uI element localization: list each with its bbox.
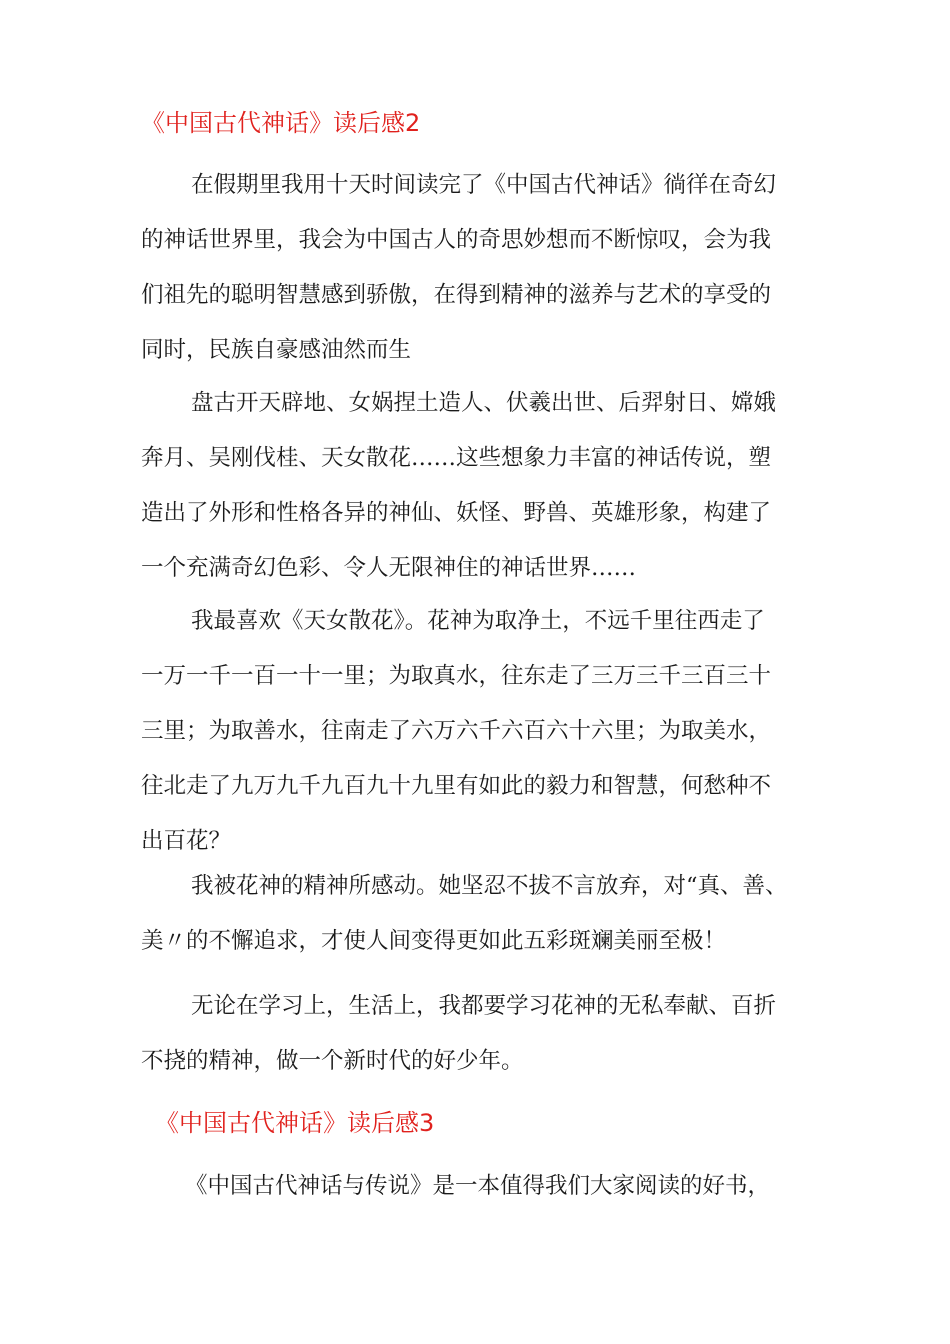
paragraph-line: 不挠的精神，做一个新时代的好少年。 [141, 1048, 524, 1074]
paragraph [141, 859, 813, 969]
paragraph-line: 往北走了九万九千九百九十九里有如此的毅力和智慧，何愁种不 [141, 773, 772, 799]
paragraph [141, 1159, 813, 1214]
paragraph-line: 三里；为取善水，往南走了六万六千六百六十六里；为取美水， [141, 718, 772, 744]
paragraph-line: 无论在学习上，生活上，我都要学习花神的无私奉献、百折 [191, 993, 777, 1019]
paragraph [141, 158, 813, 378]
paragraph-line: 我最喜欢《天女散花》。花神为取净土，不远千里往西走了 [191, 608, 765, 634]
paragraph [141, 979, 813, 1089]
paragraph-line: 造出了外形和性格各异的神仙、妖怪、野兽、英雄形象，构建了 [141, 500, 772, 526]
paragraph-line: 在假期里我用十天时间读完了《中国古代神话》徜徉在奇幻 [191, 172, 777, 198]
paragraph-line: 们祖先的聪明智慧感到骄傲，在得到精神的滋养与艺术的享受的 [141, 282, 772, 308]
paragraph-line: 同时，民族自豪感油然而生 [141, 337, 412, 363]
paragraph-line: 美〃的不懈追求，才使人间变得更如此五彩斑斓美丽至极！ [141, 928, 727, 954]
paragraph-line: 奔月、吴刚伐桂、天女散花……这些想象力丰富的神话传说，塑 [141, 445, 772, 471]
section-heading: 《中国古代神话》读后感3 [155, 1109, 435, 1137]
paragraph-line: 盘古开天辟地、女娲捏土造人、伏羲出世、后羿射日、嫦娥 [191, 390, 777, 416]
paragraph-line: 出百花？ [141, 828, 232, 854]
paragraph-line: 一万一千一百一十一里；为取真水，往东走了三万三千三百三十 [141, 663, 772, 689]
paragraph-line: 《中国古代神话与传说》是一本值得我们大家阅读的好书， [185, 1173, 771, 1199]
section-heading: 《中国古代神话》读后感2 [141, 109, 421, 137]
paragraph-line: 一个充满奇幻色彩、令人无限神住的神话世界…… [141, 555, 637, 581]
paragraph-line: 的神话世界里，我会为中国古人的奇思妙想而不断惊叹，会为我 [141, 227, 772, 253]
paragraph-line: 我被花神的精神所感动。她坚忍不拔不言放弃，对“真、善、 [191, 873, 788, 899]
paragraph [141, 376, 813, 596]
paragraph [141, 594, 813, 869]
